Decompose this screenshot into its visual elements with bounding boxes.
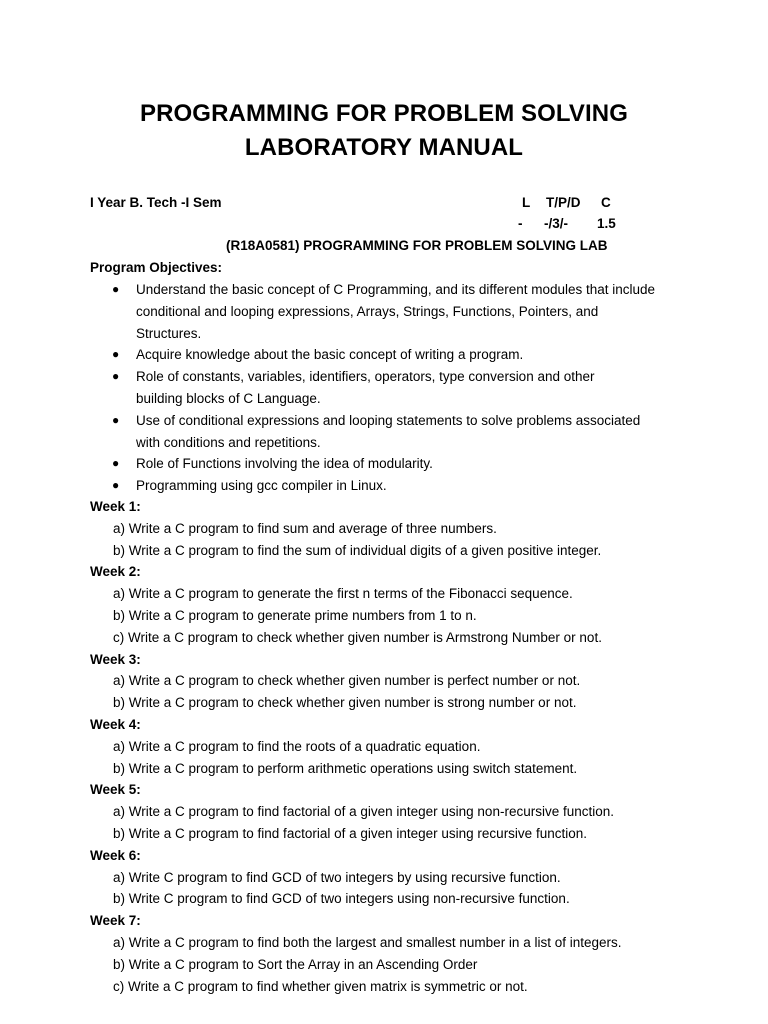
objective-item bbox=[108, 453, 688, 475]
objective-item bbox=[108, 410, 688, 454]
week-heading: Week 1: bbox=[90, 499, 141, 514]
week-task: a) Write a C program to find factorial of a given integer using non-recursive function. bbox=[113, 804, 614, 820]
ltpc-value-tpd: -/3/- bbox=[544, 216, 569, 231]
objective-line: Understand the basic concept of C Programming, and its different modules that include bbox=[136, 282, 656, 297]
document-title-line-1: PROGRAMMING FOR PROBLEM SOLVING bbox=[140, 100, 628, 127]
objective-line: Role of Functions involving the idea of modularity. bbox=[136, 456, 433, 472]
document-title-line-2: LABORATORY MANUAL bbox=[244, 134, 524, 161]
week-section bbox=[90, 714, 730, 779]
objective-line: Programming using gcc compiler in Linux. bbox=[136, 478, 387, 494]
week-section bbox=[90, 910, 730, 997]
week-heading: Week 3: bbox=[90, 651, 141, 667]
week-task: a) Write a C program to generate the first n terms of the Fibonacci sequence. bbox=[113, 586, 573, 602]
ltpc-header-c: C bbox=[601, 195, 611, 210]
bullet-icon: ● bbox=[112, 456, 120, 471]
objectives-list bbox=[108, 279, 688, 497]
objective-item bbox=[108, 366, 688, 410]
week-task: c) Write a C program to check whether given number is Armstrong Number or not. bbox=[113, 629, 602, 645]
week-section bbox=[90, 779, 730, 844]
week-section bbox=[90, 845, 730, 910]
year-semester: I Year B. Tech -I Sem bbox=[90, 195, 222, 210]
week-task: a) Write a C program to check whether given number is perfect number or not. bbox=[113, 673, 581, 689]
bullet-icon: ● bbox=[112, 369, 120, 384]
week-heading: Week 4: bbox=[90, 716, 141, 732]
week-task: b) Write C program to find GCD of two integers using non-recursive function. bbox=[113, 891, 570, 907]
ltpc-value-c: 1.5 bbox=[597, 216, 616, 231]
week-heading: Week 7: bbox=[90, 913, 141, 929]
week-section bbox=[90, 496, 730, 561]
objective-line: Role of constants, variables, identifiers, operators, type conversion and other bbox=[136, 369, 595, 385]
week-heading: Week 6: bbox=[90, 847, 141, 863]
week-heading: Week 2: bbox=[90, 564, 141, 580]
objective-item bbox=[108, 475, 688, 497]
ltpc-value-l: - bbox=[518, 216, 523, 231]
bullet-icon: ● bbox=[112, 478, 120, 493]
course-code-title: (R18A0581) PROGRAMMING FOR PROBLEM SOLVING LAB bbox=[226, 238, 608, 253]
week-task: a) Write C program to find GCD of two integers by using recursive function. bbox=[113, 869, 561, 885]
objective-item bbox=[108, 344, 688, 366]
week-task: b) Write a C program to Sort the Array in an Ascending Order bbox=[113, 956, 478, 972]
week-task: b) Write a C program to check whether given number is strong number or not. bbox=[113, 695, 577, 711]
weekly-programs bbox=[90, 496, 730, 997]
objective-line: Acquire knowledge about the basic concept of writing a program. bbox=[136, 347, 524, 363]
bullet-icon: ● bbox=[112, 282, 120, 296]
week-task: b) Write a C program to find factorial of a given integer using recursive function. bbox=[113, 825, 587, 841]
week-section bbox=[90, 561, 730, 648]
week-section bbox=[90, 649, 730, 714]
week-task: c) Write a C program to find whether given matrix is symmetric or not. bbox=[113, 978, 528, 994]
objective-line: Use of conditional expressions and looping statements to solve problems associated bbox=[136, 412, 641, 428]
ltpc-header-tpd: T/P/D bbox=[546, 195, 581, 210]
objectives-heading: Program Objectives: bbox=[90, 260, 223, 275]
objective-line: with conditions and repetitions. bbox=[136, 434, 321, 450]
bullet-icon: ● bbox=[112, 412, 120, 427]
week-heading: Week 5: bbox=[90, 782, 141, 798]
week-task: b) Write a C program to find the sum of individual digits of a given positive integer. bbox=[113, 542, 602, 558]
week-task: a) Write a C program to find both the largest and smallest number in a list of integers. bbox=[113, 934, 622, 950]
objective-line: building blocks of C Language. bbox=[136, 390, 321, 406]
week-task: a) Write a C program to find sum and average of three numbers. bbox=[113, 520, 497, 536]
week-task: a) Write a C program to find the roots of a quadratic equation. bbox=[113, 738, 481, 754]
bullet-icon: ● bbox=[112, 347, 120, 362]
objective-line: Structures. bbox=[136, 325, 202, 341]
week-task: b) Write a C program to generate prime numbers from 1 to n. bbox=[113, 607, 477, 623]
objective-item bbox=[108, 279, 688, 344]
ltpc-header-l: L bbox=[522, 195, 531, 210]
objective-line: conditional and looping expressions, Arrays, Strings, Functions, Pointers, and bbox=[136, 303, 599, 319]
week-task: b) Write a C program to perform arithmetic operations using switch statement. bbox=[113, 760, 578, 776]
